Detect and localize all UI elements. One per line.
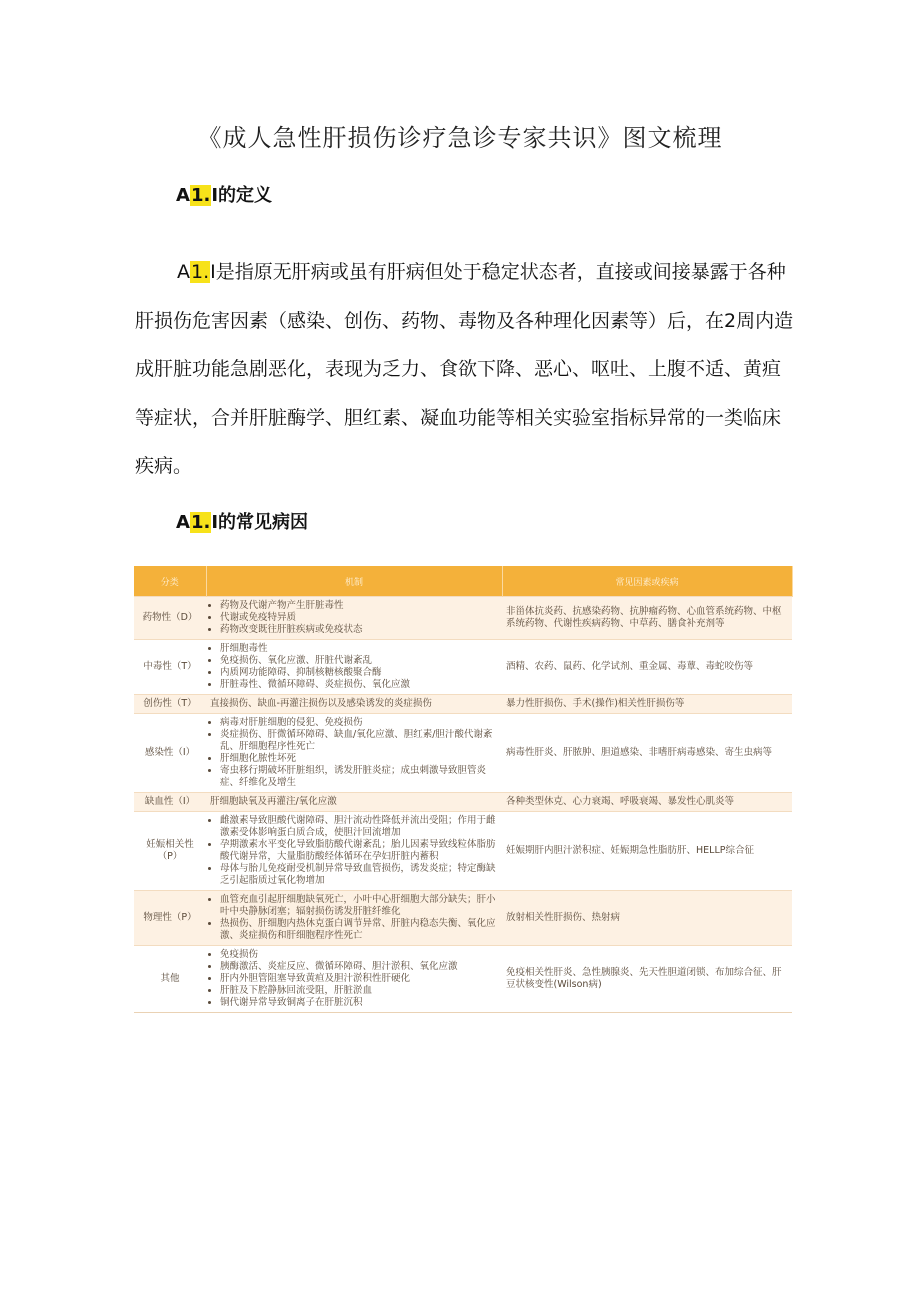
mechanism-item: • 孕期激素水平变化导致脂肪酸代谢紊乱；胎儿因素导致线粒体脂肪酸代谢异常，大量脂肪酸经体循环在孕妇肝脏内蓄积 (220, 839, 498, 863)
mechanism-list (210, 815, 498, 887)
cell-category: 药物性（D） (134, 597, 206, 640)
table-row (134, 946, 792, 1013)
section-heading-causes (176, 508, 308, 534)
paragraph-highlight: 1. (191, 261, 210, 283)
mechanism-item: • 肝细胞毒性 (220, 643, 498, 655)
mechanism-list (210, 717, 498, 789)
table-row (134, 695, 792, 714)
mechanism-text: 肝细胞缺氧及再灌注/氧化应激 (210, 796, 337, 807)
mechanism-item: • 免疫损伤 (220, 949, 498, 961)
definition-paragraph (135, 248, 795, 491)
cell-category: 其他 (134, 946, 206, 1013)
cell-category: 妊娠相关性（P） (134, 812, 206, 891)
mechanism-item: • 药物及代谢产物产生肝脏毒性 (220, 600, 498, 612)
cell-mechanism (206, 793, 502, 812)
mechanism-item: • 母体与胎儿免疫耐受机制异常导致血管损伤，诱发炎症；特定酶缺乏引起脂质过氧化物增加 (220, 863, 498, 887)
heading-prefix: A (176, 512, 190, 533)
mechanism-item: • 内质网功能障碍、抑制核糖核酸聚合酶 (220, 667, 498, 679)
cell-causes: 病毒性肝炎、肝脓肿、胆道感染、非嗜肝病毒感染、寄生虫病等 (502, 714, 792, 793)
cell-category: 中毒性（T） (134, 640, 206, 695)
mechanism-item: • 寄虫移行期破坏肝脏组织，诱发肝脏炎症；成虫刺激导致胆管炎症、纤维化及增生 (220, 765, 498, 789)
cell-mechanism (206, 891, 502, 946)
mechanism-list (210, 600, 498, 636)
header-mechanism: 机制 (206, 566, 502, 597)
mechanism-item: • 药物改变既往肝脏疾病或免疫状态 (220, 624, 498, 636)
mechanism-item: • 热损伤、肝细胞内热休克蛋白调节异常、肝脏内稳态失衡、氧化应激、炎症损伤和肝细胞程序性死亡 (220, 918, 498, 942)
page-title: 《成人急性肝损伤诊疗急诊专家共识》图文梳理 (197, 124, 723, 152)
mechanism-list (210, 949, 498, 1009)
cell-causes: 妊娠期肝内胆汁淤积症、妊娠期急性脂肪肝、HELLP综合征 (502, 812, 792, 891)
cell-category: 创伤性（T） (134, 695, 206, 714)
mechanism-list (210, 894, 498, 942)
table-row (134, 714, 792, 793)
cell-causes: 各种类型休克、心力衰竭、呼吸衰竭、暴发性心肌炎等 (502, 793, 792, 812)
cell-category: 缺血性（I） (134, 793, 206, 812)
mechanism-item: • 铜代谢异常导致铜离子在肝脏沉积 (220, 997, 498, 1009)
cell-causes: 非甾体抗炎药、抗感染药物、抗肿瘤药物、心血管系统药物、中枢系统药物、代谢性疾病药物、中草药、膳食补充剂等 (502, 597, 792, 640)
cell-mechanism (206, 640, 502, 695)
heading-suffix: I的定义 (211, 185, 273, 206)
paragraph-prefix: A (177, 261, 190, 283)
cell-mechanism (206, 812, 502, 891)
cell-mechanism (206, 597, 502, 640)
table-row (134, 640, 792, 695)
mechanism-item: • 血管充血引起肝细胞缺氧死亡，小叶中心肝细胞大部分缺失；肝小叶中央静脉闭塞；辐射损伤诱发肝脏纤维化 (220, 894, 498, 918)
mechanism-item: • 肝脏毒性、微循环障碍、炎症损伤、氧化应激 (220, 679, 498, 691)
table-row (134, 597, 792, 640)
table-header-row (134, 566, 792, 597)
mechanism-item: • 病毒对肝脏细胞的侵犯、免疫损伤 (220, 717, 498, 729)
table-row (134, 793, 792, 812)
mechanism-item: • 肝内外胆管阻塞导致黄疸及胆汁淤积性肝硬化 (220, 973, 498, 985)
cell-mechanism (206, 946, 502, 1013)
cell-causes: 暴力性肝损伤、手术(操作)相关性肝损伤等 (502, 695, 792, 714)
mechanism-item: • 胰酶激活、炎症反应、微循环障碍、胆汁淤积、氧化应激 (220, 961, 498, 973)
heading-highlight: 1. (190, 512, 211, 533)
cell-causes: 酒精、农药、鼠药、化学试剂、重金属、毒蕈、毒蛇咬伤等 (502, 640, 792, 695)
paragraph-text: I是指原无肝病或虽有肝病但处于稳定状态者，直接或间接暴露于各种肝损伤危害因素（感染、创伤、药物、毒物及各种理化因素等）后，在2周内造成肝脏功能急剧恶化，表现为乏力、食欲下降、恶心、呕吐、上腹不适、黄疸等症状，合并肝脏酶学、胆红素、凝血功能等相关实验室指标异常的一类临床疾病。 (135, 261, 794, 477)
header-causes: 常见因素或疾病 (502, 566, 792, 597)
heading-highlight: 1. (190, 185, 211, 206)
cell-causes: 放射相关性肝损伤、热射病 (502, 891, 792, 946)
cell-mechanism (206, 714, 502, 793)
mechanism-item: • 代谢或免疫特异质 (220, 612, 498, 624)
mechanism-item: • 肝脏及下腔静脉回流受阻，肝脏淤血 (220, 985, 498, 997)
header-category: 分类 (134, 566, 206, 597)
cell-category: 物理性（P） (134, 891, 206, 946)
mechanism-text: 直接损伤、缺血-再灌注损伤以及感染诱发的炎症损伤 (210, 698, 432, 709)
cell-mechanism (206, 695, 502, 714)
table-row (134, 891, 792, 946)
heading-suffix: I的常见病因 (211, 512, 309, 533)
section-heading-definition (176, 181, 272, 207)
table-row (134, 812, 792, 891)
mechanism-list (210, 643, 498, 691)
mechanism-item: • 免疫损伤、氧化应激、肝脏代谢紊乱 (220, 655, 498, 667)
mechanism-item: • 肝细胞化脓性坏死 (220, 753, 498, 765)
cell-category: 感染性（I） (134, 714, 206, 793)
mechanism-item: • 炎症损伤、肝微循环障碍、缺血/氧化应激、胆红素/胆汁酸代谢紊乱、肝细胞程序性死亡 (220, 729, 498, 753)
heading-prefix: A (176, 185, 190, 206)
causes-table (134, 566, 793, 1013)
mechanism-item: • 雌激素导致胆酸代谢障碍、胆汁流动性降低并流出受阻；作用于雌激素受体影响蛋白质合成，使胆汁回流增加 (220, 815, 498, 839)
cell-causes: 免疫相关性肝炎、急性胰腺炎、先天性胆道闭锁、布加综合征、肝豆状核变性(Wilson病) (502, 946, 792, 1013)
